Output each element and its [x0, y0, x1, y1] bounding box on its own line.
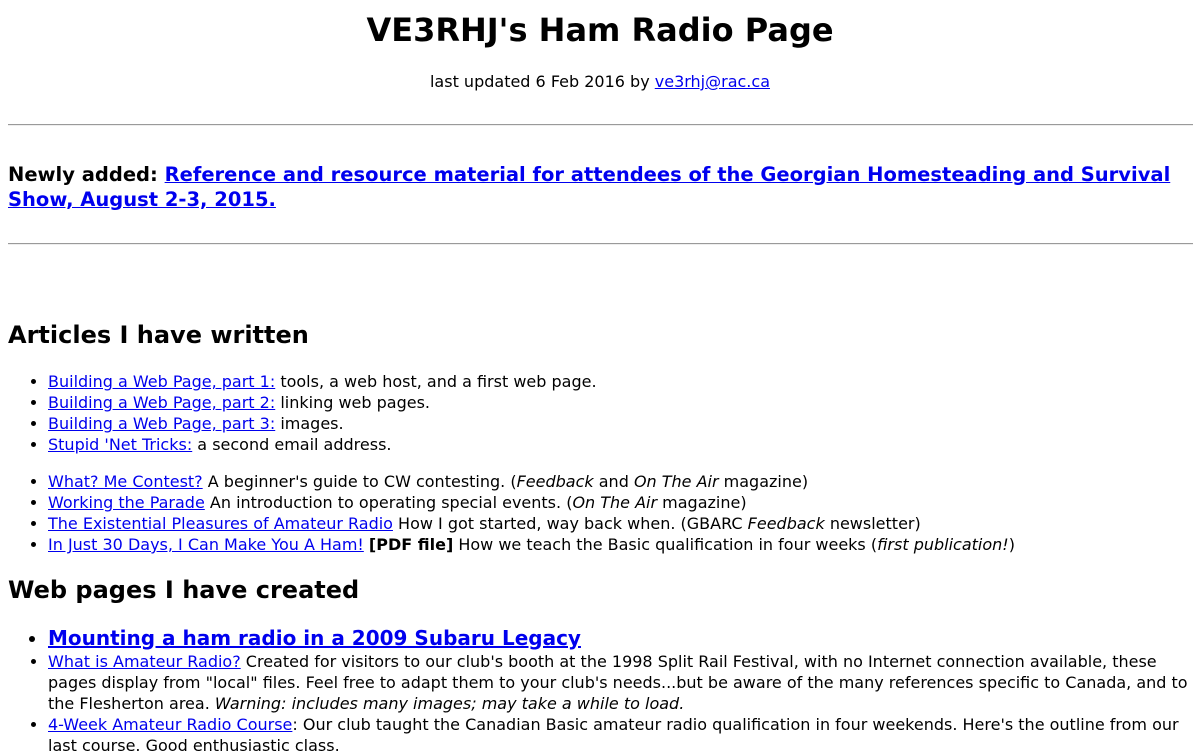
publication-name: On The Air	[633, 472, 719, 491]
article-link[interactable]: Building a Web Page, part 3:	[48, 414, 276, 433]
article-desc: linking web pages.	[275, 393, 430, 412]
article-link[interactable]: The Existential Pleasures of Amateur Radio	[48, 514, 393, 533]
list-item	[48, 392, 1198, 413]
article-link[interactable]: Stupid 'Net Tricks:	[48, 435, 193, 454]
article-desc: newsletter)	[824, 514, 921, 533]
articles-heading: Articles I have written	[8, 321, 309, 349]
article-desc: A beginner's guide to CW contesting. (	[202, 472, 517, 491]
list-item	[48, 492, 1198, 513]
list-item	[48, 714, 1198, 756]
email-link[interactable]: ve3rhj@rac.ca	[654, 72, 770, 91]
articles-list-web	[0, 371, 1198, 455]
article-desc: a second email address.	[192, 435, 392, 454]
article-link[interactable]: Building a Web Page, part 2:	[48, 393, 276, 412]
publication-name: Feedback	[747, 514, 825, 533]
article-desc: )	[1008, 535, 1015, 554]
divider-top	[8, 124, 1193, 126]
article-link[interactable]: In Just 30 Days, I Can Make You A Ham!	[48, 535, 364, 554]
publication-name: first publication!	[877, 535, 1009, 554]
what-is-amateur-radio-link[interactable]: What is Amateur Radio?	[48, 652, 241, 671]
list-item	[48, 434, 1198, 455]
webpage-desc: : Our club taught the Canadian Basic amateur radio qualification in four weekends. Here's the outline from our last course. Good enthusiastic class.	[48, 715, 1179, 755]
articles-list-magazine	[0, 471, 1198, 555]
list-item	[48, 625, 1198, 651]
list-item	[48, 651, 1198, 714]
subaru-link[interactable]: Mounting a ham radio in a 2009 Subaru Legacy	[48, 626, 581, 650]
article-link[interactable]: Building a Web Page, part 1:	[48, 372, 276, 391]
page-title: VE3RHJ's Ham Radio Page	[366, 11, 834, 49]
list-item	[48, 471, 1198, 492]
article-desc: and	[593, 472, 634, 491]
newly-added	[8, 162, 1193, 212]
article-desc: magazine)	[718, 472, 809, 491]
article-link[interactable]: What? Me Contest?	[48, 472, 203, 491]
last-updated	[0, 71, 1200, 93]
updated-text: last updated 6 Feb 2016 by	[429, 72, 650, 91]
article-desc: An introduction to operating special events. (	[204, 493, 573, 512]
article-desc: How I got started, way back when. (GBARC	[392, 514, 748, 533]
course-link[interactable]: 4-Week Amateur Radio Course	[48, 715, 293, 734]
webpage-warning: Warning: includes many images; may take a while to load.	[214, 694, 685, 713]
newly-added-label: Newly added:	[8, 163, 158, 186]
webpages-list	[0, 625, 1198, 756]
divider-bottom	[8, 243, 1193, 245]
list-item	[48, 513, 1198, 534]
pdf-file-label: [PDF file]	[368, 535, 454, 554]
list-item	[48, 371, 1198, 392]
article-desc: How we teach the Basic qualification in four weeks (	[453, 535, 878, 554]
article-desc: magazine)	[657, 493, 747, 512]
webpages-heading: Web pages I have created	[8, 576, 360, 604]
publication-name: Feedback	[516, 472, 594, 491]
list-item	[48, 534, 1198, 555]
article-link[interactable]: Working the Parade	[48, 493, 205, 512]
homesteading-show-link[interactable]: Reference and resource material for attendees of the Georgian Homesteading and Survival Show, August 2-3, 2015.	[8, 163, 1171, 211]
article-desc: images.	[275, 414, 344, 433]
publication-name: On The Air	[572, 493, 658, 512]
article-desc: tools, a web host, and a first web page.	[275, 372, 597, 391]
list-item	[48, 413, 1198, 434]
webpage-desc: Created for visitors to our club's booth at the 1998 Split Rail Festival, with no Internet connection available, these pages display from "local" files. Feel free to adapt them to your club's needs...but be aware of the many references specific to Canada, and to the Flesherton area.	[48, 652, 1188, 713]
